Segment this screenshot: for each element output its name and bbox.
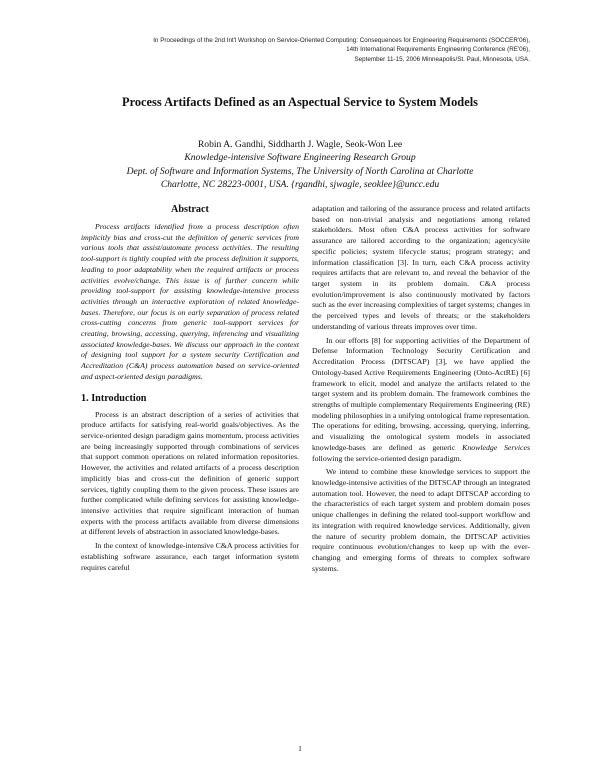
left-column — [81, 204, 299, 573]
introduction-heading: 1. Introduction — [81, 392, 147, 404]
page-number: 1 — [298, 744, 302, 753]
abstract-text: Process artifacts identified from a process description often implicitly bias and cross-cut the definition of generic services from various tools that assist/automate process activities. The resulting tool-support is tightly coupled with the process definition it supports, leading to poor adaptability when the required artifacts or process activities evolve/change. This issue is of further concern while providing tool-support for assisting knowledge-intensive process activities through an interactive exploration of related knowledge-bases. Therefore, our focus is on early separation of process related cross-cutting concerns from generic tool-support services for creating, browsing, accessing, querying, inferencing and visualizing associated knowledge-bases. We discuss our approach in the context of designing tool support for a system security Certification and Accreditation (C&A) process automation based on service-oriented and aspect-oriented design paradigms. — [81, 222, 299, 381]
proceedings-header — [60, 36, 530, 64]
right-paragraph-2 — [312, 336, 530, 465]
department-affiliation: Dept. of Software and Information Systems, The University of North Carolina at Charlotte — [126, 165, 474, 177]
research-group: Knowledge-intensive Software Engineering Research Group — [184, 152, 416, 164]
author-names: Robin A. Gandhi, Siddharth J. Wagle, Seok-Won Lee — [197, 139, 403, 150]
author-address: Charlotte, NC 28223-0001, USA. {rgandhi, sjwagle, seoklee}@uncc.edu — [160, 179, 440, 191]
introduction-paragraph-1: Process is an abstract description of a series of activities that produce artifacts for satisfying real-world goals/objectives. As the service-oriented design paradigm gains momentum, process activities are being increasingly supported through combinations of services that support common operations on related information repositories. However, the activities and related artifacts of a process description implicitly bias and cross-cut the definition of generic support services, tightly coupling them to the given process. These issues are further complicated while defining services for assisting knowledge-intensive activities that require significant interaction of human experts with the process artifacts available from diverse dimensions at different levels of abstraction in associated knowledge-bases. — [81, 409, 299, 537]
header-line-1: In Proceedings of the 2nd Int'l Workshop on Service-Oriented Computing: Consequences for Engineering Requirements (SOCCER'06), — [153, 37, 530, 44]
right-paragraph-1: adaptation and tailoring of the assurance process and related artifacts based on non-trivial analysis and negotiations among related stakeholders. Most often C&A process activities for software assurance are tailored according to the organization; agency/site specific policies; system lifecycle status; program strategy; and information classification [3]. In turn, each C&A process activity requires artifacts that are relevant to, and reveal the behavior of the target system in its problem domain. C&A process evolution/improvement is also continuously motivated by factors such as the ever increasing complexities of target systems; changes in the perceived types and levels of threats; or the stakeholders understanding of various threats improves over time. — [312, 204, 530, 331]
author-block — [0, 138, 600, 192]
right-column — [312, 204, 530, 574]
abstract-heading: Abstract — [171, 204, 209, 215]
right-paragraph-2-text: In our efforts [8] for supporting activities of the Department of Defense Information Technology Security Certification and Accreditation Process (DITSCAP) [3], we have applied the Ontology-based Active Requirements Engineering (Onto-ActRE) [6] framework to elicit, model and analyze the artifacts related to the target system and its problem domain. The framework combines the strengths of multiple complementary Requirements Engineering (RE) modeling philosophies in a unifying ontological frame representation. The operations for editing, browsing, accessing, querying, inferring, and visualizing the ontological system models in associated knowledge-bases are defined as generic — [312, 335, 530, 452]
paper-title: Process Artifacts Defined as an Aspectual Service to System Models — [122, 95, 478, 109]
introduction-paragraph-2: In the context of knowledge-intensive C&A process activities for establishing software assurance, each target information system requires careful — [81, 541, 299, 572]
header-line-3: September 11-15, 2006 Minneapolis/St. Paul, Minnesota, USA. — [354, 55, 530, 63]
knowledge-services-term: Knowledge Services — [462, 442, 530, 452]
right-paragraph-3: We intend to combine these knowledge services to support the knowledge-intensive activities of the DITSCAP through an integrated automation tool. However, the need to adapt DITSCAP according to the characteristics of each target system and problem domain poses unique challenges in defining the related tool-support workflow and its integration with required knowledge services. Additionally, given the nature of security problem domain, the DITSCAP activities require continuous evolution/changes to keep up with the ever-changing and emerging forms of threats to complex software systems. — [312, 467, 530, 573]
header-line-2: 14th International Requirements Engineering Conference (RE'06), — [346, 46, 530, 54]
right-paragraph-2-end: following the service-oriented design paradigm. — [312, 453, 462, 463]
